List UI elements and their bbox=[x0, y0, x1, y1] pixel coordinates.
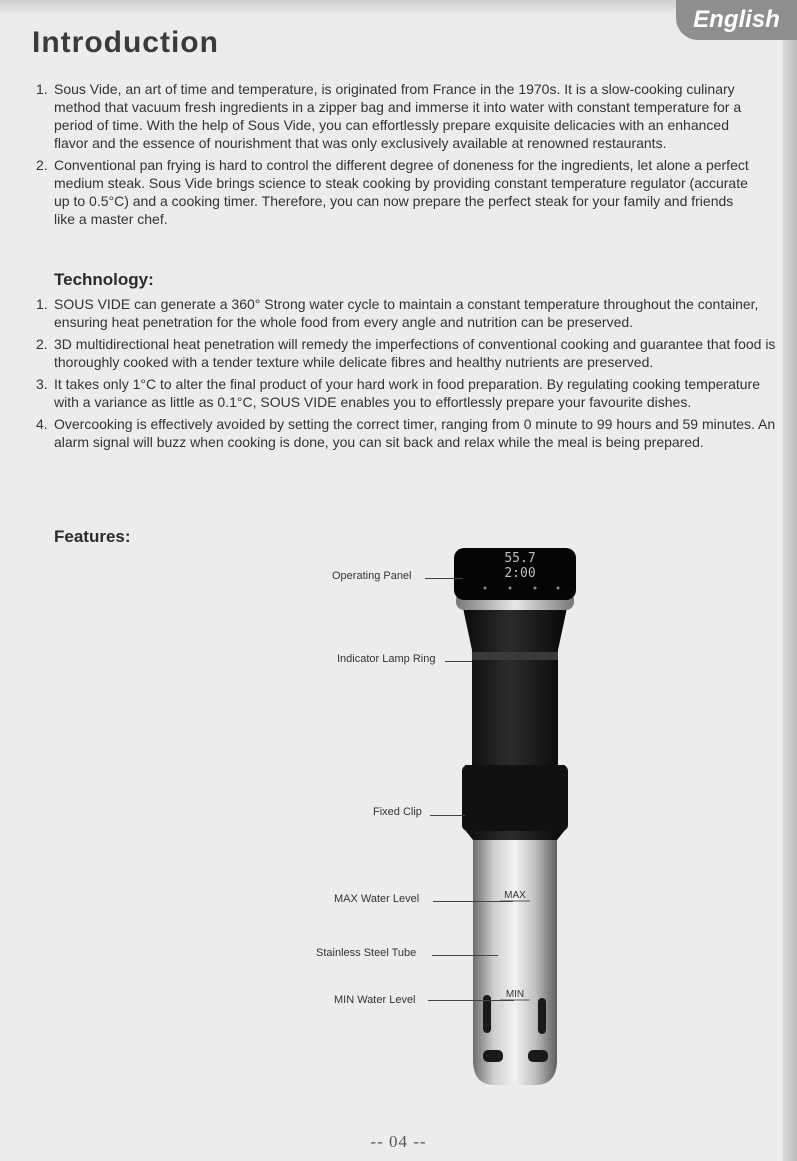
intro-list bbox=[36, 80, 756, 232]
features-heading: Features: bbox=[54, 527, 131, 546]
page-edge bbox=[783, 0, 797, 1161]
list-item: 1. Sous Vide, an art of time and temperature, is originated from France in the 1970s. It is a slow-cooking culinary method that vacuum fresh ingredients in a zipper bag and immerse it into water with constant temperature for a period of time. With the help of Sous Vide, you can effortlessly prepare exquisite delicacies with an enhanced flavor and the essence of nourishment that was only exclusively available at renowned restaurants. bbox=[36, 81, 742, 151]
panel-button-icon bbox=[557, 587, 560, 590]
min-mark: MIN bbox=[505, 989, 525, 1000]
callout-line bbox=[432, 955, 498, 956]
callout-line bbox=[430, 815, 465, 816]
language-tab: English bbox=[676, 0, 797, 40]
callout-max-water-level: MAX Water Level bbox=[334, 893, 420, 905]
panel-button-icon bbox=[534, 587, 537, 590]
callout-line bbox=[428, 1000, 514, 1001]
list-item: 2. Conventional pan frying is hard to control the different degree of doneness for the ingredients, let alone a perfect medium steak. Sous Vide brings science to steak cooking by providing constant temperature regulator (accurate up to 0.5°C) and a cooking timer. Therefore, you can now prepare the perfect steak for your family and friends like a master chef. bbox=[36, 157, 749, 227]
fixed-clip bbox=[462, 765, 568, 831]
callout-line bbox=[445, 661, 472, 662]
display-temperature: 55.7 bbox=[504, 551, 536, 566]
top-shadow bbox=[0, 0, 676, 16]
callout-fixed-clip: Fixed Clip bbox=[373, 806, 422, 818]
tube-slot bbox=[538, 998, 546, 1034]
max-mark: MAX bbox=[504, 890, 526, 901]
list-item: 2. 3D multidirectional heat penetration will remedy the imperfections of conventional cooking and guarantee that food is thoroughly cooked with a tender texture while delicate fibres and healthy nutrients are preserved. bbox=[36, 336, 776, 370]
tube-vent bbox=[483, 1050, 503, 1062]
technology-heading: Technology: bbox=[54, 270, 154, 289]
list-item: 3. It takes only 1°C to alter the final product of your hard work in food preparation. By regulating cooking temperature with a variance as little as 0.1°C, SOUS VIDE enables you to effortlessly prepare your favourite dishes. bbox=[36, 376, 760, 410]
tube-vent bbox=[528, 1050, 548, 1062]
list-item: 4. Overcooking is effectively avoided by setting the correct timer, ranging from 0 minute to 99 hours and 59 minutes. An alarm signal will buzz when cooking is done, you can sit back and relax while the meal is being prepared. bbox=[36, 416, 776, 450]
callout-line bbox=[425, 578, 463, 579]
callout-line bbox=[433, 901, 513, 902]
indicator-lamp-ring bbox=[472, 652, 558, 660]
panel-button-icon bbox=[484, 587, 487, 590]
page-number: -- 04 -- bbox=[370, 1132, 427, 1151]
page-title: Introduction bbox=[32, 26, 219, 59]
callout-stainless-steel-tube: Stainless Steel Tube bbox=[316, 947, 417, 959]
list-item: 1. SOUS VIDE can generate a 360° Strong water cycle to maintain a constant temperature throughout the container, ensuring heat penetration for the whole food from every angle and nutrition can be preserved. bbox=[36, 296, 759, 330]
panel-button-icon bbox=[509, 587, 512, 590]
technology-list bbox=[36, 295, 776, 455]
display-time: 2:00 bbox=[504, 566, 536, 581]
callout-indicator-lamp-ring: Indicator Lamp Ring bbox=[337, 653, 436, 665]
callout-operating-panel: Operating Panel bbox=[332, 570, 412, 582]
stainless-steel-tube bbox=[473, 840, 557, 1085]
callout-min-water-level: MIN Water Level bbox=[334, 994, 416, 1006]
